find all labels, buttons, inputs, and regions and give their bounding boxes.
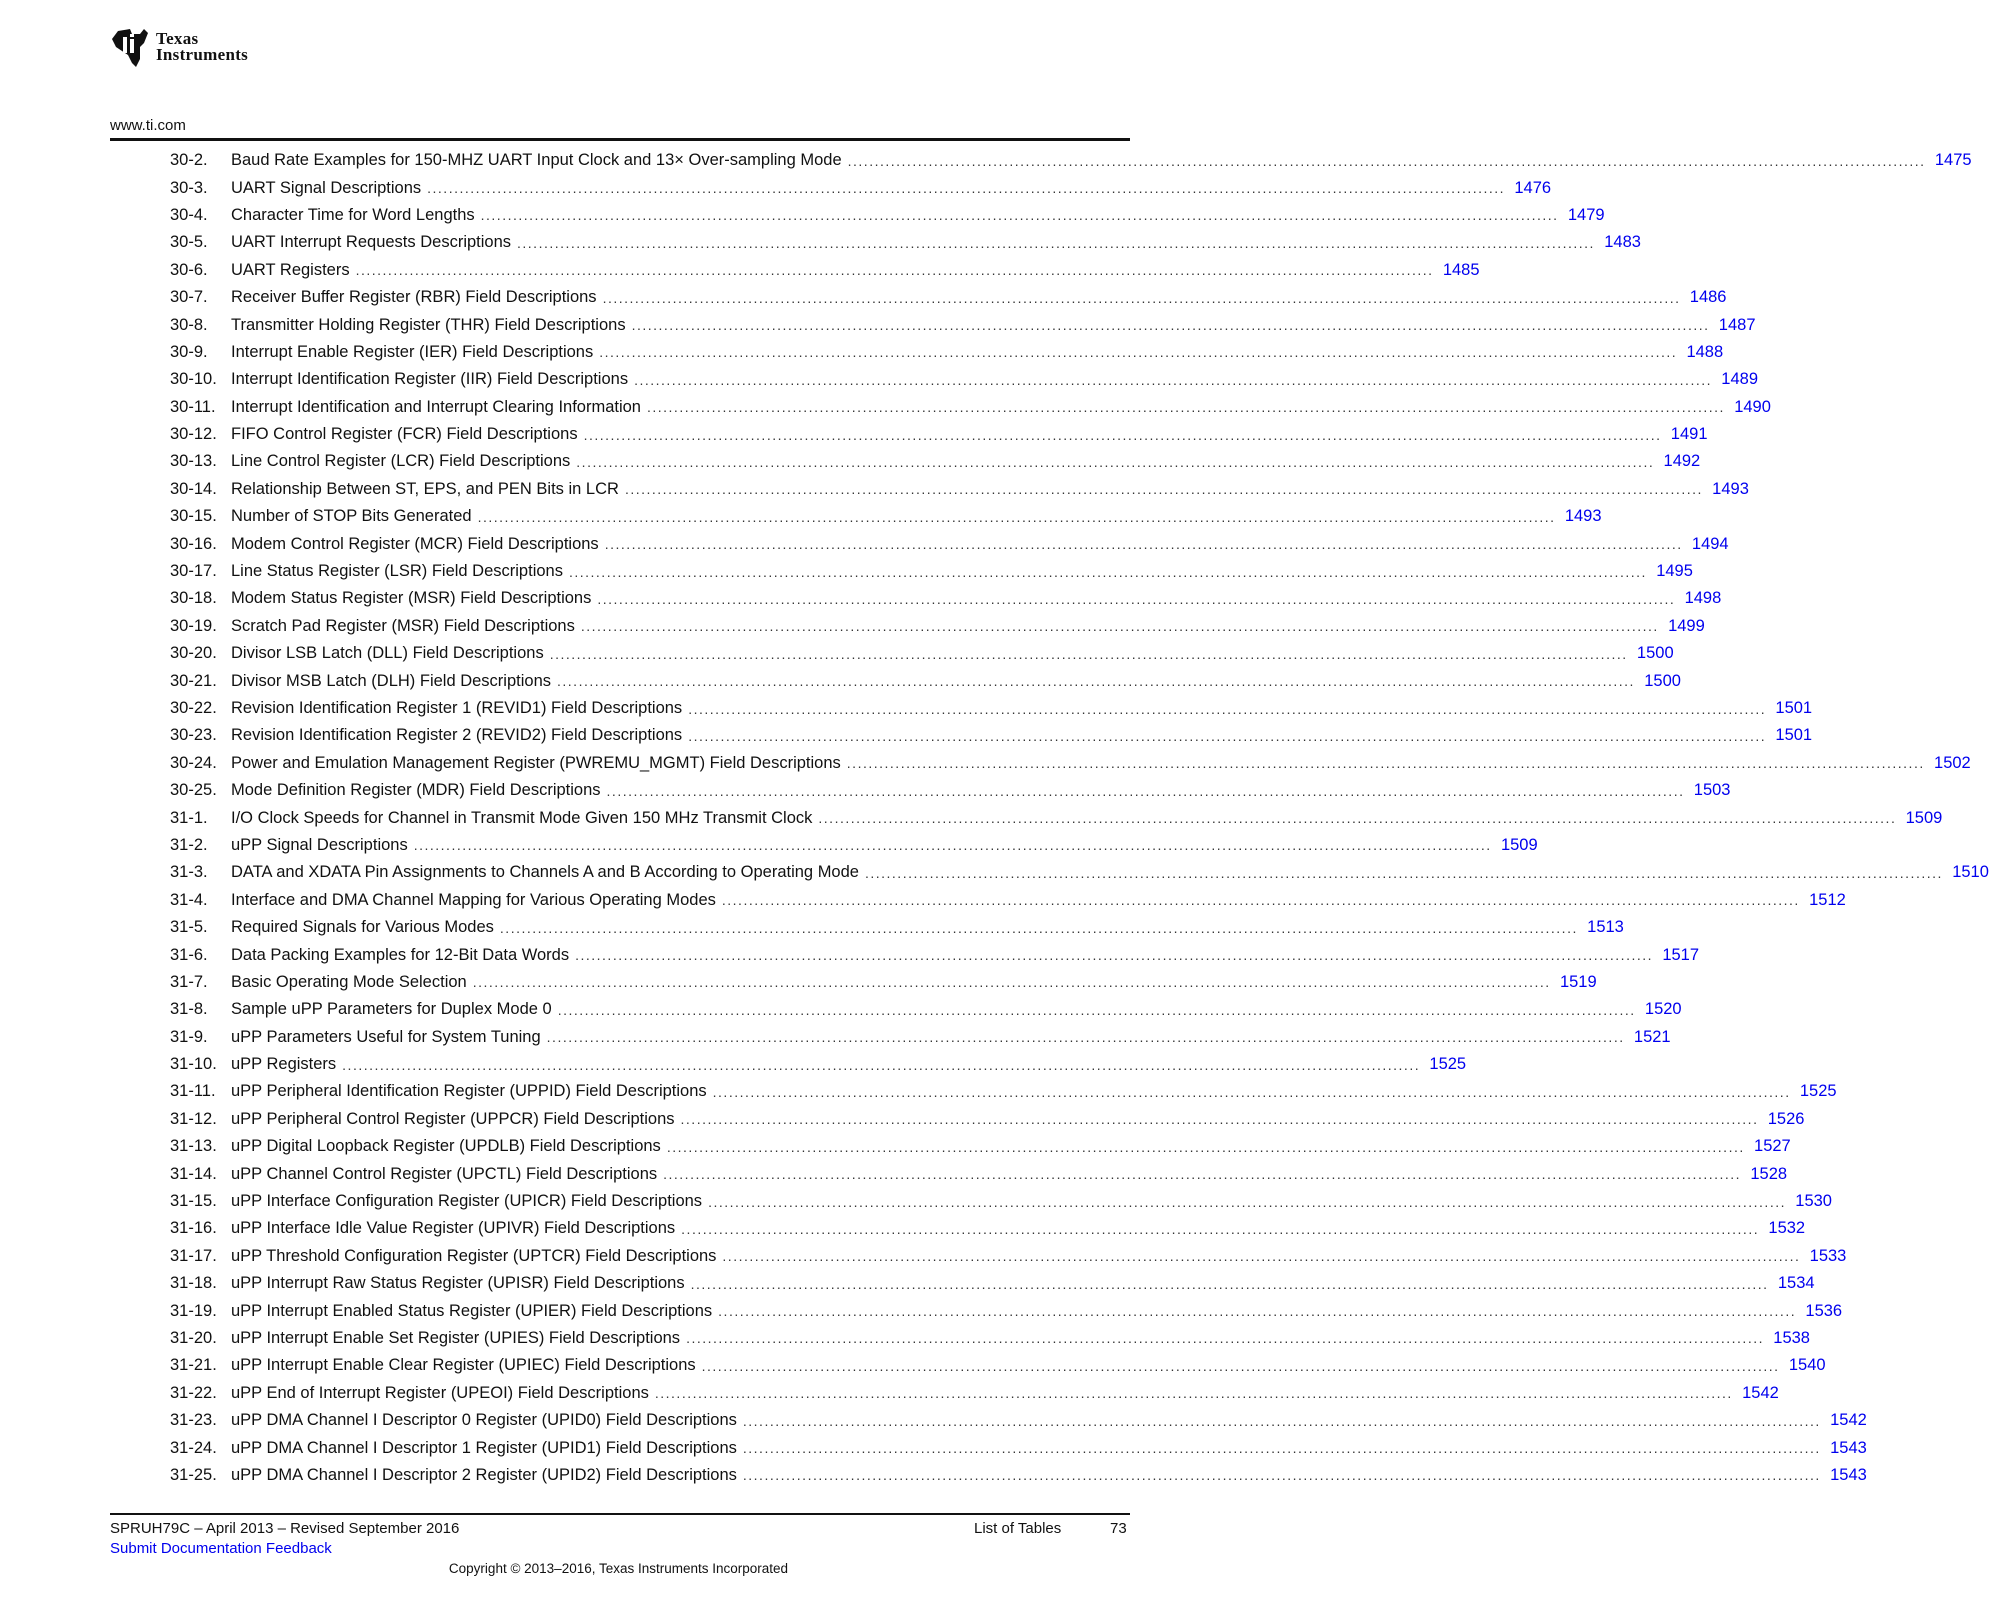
page-link[interactable]: 1489 (1721, 370, 1759, 389)
table-number: 31-20. (170, 1328, 217, 1347)
toc-entry[interactable] (170, 640, 1674, 667)
dot-leader (576, 454, 1654, 470)
table-number: 30-6. (170, 260, 208, 279)
dot-leader (713, 1084, 1791, 1100)
page-link[interactable]: 1485 (1442, 260, 1480, 279)
table-number: 31-3. (170, 863, 208, 882)
dot-leader (557, 673, 1635, 689)
table-title: Number of STOP Bits Generated (231, 507, 472, 526)
page-link[interactable]: 1538 (1773, 1328, 1810, 1347)
table-number: 31-18. (170, 1274, 217, 1293)
table-title: Interrupt Identification and Interrupt Clearing Information (231, 397, 641, 416)
dot-leader (584, 427, 1662, 443)
dot-leader (478, 509, 1556, 525)
toc-entry[interactable] (170, 585, 1722, 612)
dot-leader (634, 372, 1712, 388)
toc-entry[interactable] (170, 1188, 1832, 1215)
table-number: 30-20. (170, 644, 217, 663)
dot-leader (603, 290, 1681, 306)
table-title: Modem Status Register (MSR) Field Descriptions (231, 589, 592, 608)
dot-leader (414, 837, 1492, 853)
table-number: 30-12. (170, 425, 217, 444)
dot-leader (848, 153, 1926, 169)
table-number: 30-8. (170, 315, 208, 334)
toc-entry[interactable] (170, 339, 1724, 366)
dot-leader (743, 1413, 1821, 1429)
table-title: UART Signal Descriptions (231, 178, 422, 197)
table-number: 31-8. (170, 1000, 208, 1019)
dot-leader (597, 591, 1675, 607)
toc-entry[interactable] (170, 476, 1749, 503)
table-title: UART Registers (231, 260, 350, 279)
dot-leader (607, 783, 1685, 799)
table-title: uPP Peripheral Control Register (UPPCR) Field Descriptions (231, 1109, 675, 1128)
page-link[interactable]: 1490 (1734, 397, 1771, 416)
website-link[interactable]: www.ti.com (110, 117, 186, 134)
table-title: uPP Interrupt Enable Clear Register (UPIEC) Field Descriptions (231, 1356, 696, 1375)
toc-entry[interactable] (170, 558, 1693, 585)
toc-entry[interactable] (170, 311, 1756, 338)
dot-leader (818, 810, 1896, 826)
page-link[interactable]: 1525 (1429, 1055, 1467, 1074)
table-number: 30-22. (170, 699, 217, 717)
table-title: Sample uPP Parameters for Duplex Mode 0 (231, 1000, 552, 1019)
dot-leader (500, 920, 1578, 936)
copyright: Copyright © 2013–2016, Texas Instruments Incorporated (448, 1561, 789, 1576)
toc-entry[interactable] (170, 996, 1682, 1023)
toc-entry[interactable] (170, 366, 1759, 393)
toc-entry[interactable] (170, 229, 1641, 256)
table-number: 30-13. (170, 452, 217, 471)
table-title: Divisor MSB Latch (DLH) Field Descriptions (231, 671, 552, 690)
table-number: 31-15. (170, 1192, 217, 1211)
dot-leader (667, 1139, 1745, 1155)
table-number: 30-5. (170, 233, 208, 252)
page-link[interactable]: 1521 (1633, 1027, 1671, 1046)
table-number: 30-2. (170, 151, 208, 170)
table-number: 30-24. (170, 753, 217, 772)
page-link[interactable]: 1525 (1799, 1082, 1837, 1101)
toc-entry[interactable] (170, 1462, 1867, 1489)
dot-leader (547, 1029, 1625, 1045)
page-link[interactable]: 1536 (1805, 1301, 1843, 1320)
table-number: 30-9. (170, 342, 208, 361)
dot-leader (663, 1166, 1741, 1182)
dot-leader (847, 755, 1925, 771)
table-title: Power and Emulation Management Register (PWREMU_MGMT) Field Descriptions (231, 753, 841, 772)
table-number: 30-16. (170, 534, 217, 553)
page-link[interactable]: 1475 (1934, 151, 1972, 170)
page-link[interactable]: 1509 (1905, 808, 1943, 827)
toc-entry[interactable] (170, 1133, 1791, 1160)
table-number: 30-19. (170, 616, 217, 635)
table-title: Interface and DMA Channel Mapping for Various Operating Modes (231, 890, 716, 909)
toc-entry[interactable] (170, 1215, 1806, 1242)
table-number: 31-21. (170, 1356, 217, 1375)
dot-leader (647, 399, 1725, 415)
toc-entry[interactable] (170, 1106, 1805, 1133)
page-link[interactable]: 1542 (1742, 1383, 1779, 1402)
page-link[interactable]: 1520 (1644, 1000, 1682, 1019)
dot-leader (427, 180, 1505, 196)
dot-leader (708, 1194, 1786, 1210)
toc-entry[interactable] (170, 941, 1700, 968)
table-title: uPP Interface Configuration Register (UPICR) Field Descriptions (231, 1192, 703, 1211)
page-link[interactable]: 1532 (1768, 1219, 1806, 1238)
table-title: I/O Clock Speeds for Channel in Transmit Mode Given 150 MHz Transmit Clock (231, 808, 813, 827)
page-link[interactable]: 1543 (1830, 1438, 1867, 1457)
dot-leader (691, 1276, 1769, 1292)
page-link[interactable]: 1487 (1718, 315, 1756, 334)
table-title: uPP Digital Loopback Register (UPDLB) Field Descriptions (231, 1137, 661, 1156)
page-link[interactable]: 1530 (1795, 1192, 1832, 1211)
toc-entry[interactable] (170, 394, 1771, 421)
table-number: 30-23. (170, 726, 217, 745)
page-link[interactable]: 1502 (1934, 753, 1971, 772)
toc-entry[interactable] (170, 1051, 1467, 1078)
page-link[interactable]: 1509 (1500, 835, 1538, 854)
page-link[interactable]: 1494 (1691, 534, 1729, 553)
page-link[interactable]: 1533 (1809, 1246, 1847, 1265)
table-number: 30-4. (170, 205, 208, 224)
dot-leader (550, 646, 1628, 662)
table-title: Divisor LSB Latch (DLL) Field Descriptions (231, 644, 544, 663)
page-link[interactable]: 1513 (1587, 918, 1624, 937)
dot-leader (686, 1330, 1764, 1346)
toc-entry[interactable] (170, 448, 1701, 475)
toc-entry[interactable] (170, 1380, 1779, 1407)
page-link[interactable]: 1519 (1559, 972, 1597, 991)
table-number: 31-5. (170, 918, 208, 937)
table-title: uPP Interrupt Enabled Status Register (UPIER) Field Descriptions (231, 1301, 713, 1320)
page-link[interactable]: 1493 (1564, 507, 1602, 526)
table-title: Mode Definition Register (MDR) Field Descriptions (231, 781, 601, 800)
page-link[interactable]: 1476 (1514, 178, 1552, 197)
table-number: 31-9. (170, 1027, 208, 1046)
table-number: 30-21. (170, 671, 217, 690)
table-title: Required Signals for Various Modes (231, 918, 494, 937)
table-number: 31-25. (170, 1465, 217, 1484)
table-title: uPP Parameters Useful for System Tuning (231, 1027, 541, 1046)
table-number: 31-10. (170, 1055, 217, 1074)
table-number: 31-12. (170, 1109, 217, 1128)
toc-entry[interactable] (170, 530, 1729, 557)
dot-leader (517, 235, 1595, 251)
table-number: 31-11. (170, 1082, 216, 1101)
table-title: uPP Channel Control Register (UPCTL) Field Descriptions (231, 1164, 658, 1183)
toc-entry[interactable] (170, 1024, 1671, 1051)
dot-leader (688, 701, 1766, 717)
table-number: 31-23. (170, 1411, 217, 1430)
dot-leader (599, 344, 1677, 360)
table-title: Receiver Buffer Register (RBR) Field Descriptions (231, 288, 597, 307)
page-link[interactable]: 1501 (1775, 699, 1813, 717)
table-title: uPP Interrupt Raw Status Register (UPISR) Field Descriptions (231, 1274, 685, 1293)
ti-wordmark (156, 31, 248, 63)
toc-entry[interactable] (170, 722, 1813, 749)
toc-entry[interactable] (170, 750, 1971, 777)
table-number: 31-16. (170, 1219, 217, 1238)
toc-entry[interactable] (170, 1243, 1847, 1270)
table-title: Line Status Register (LSR) Field Descriptions (231, 562, 563, 581)
table-number: 30-14. (170, 479, 217, 498)
table-title: uPP DMA Channel I Descriptor 0 Register (UPID0) Field Descriptions (231, 1411, 737, 1430)
toc-entry[interactable] (170, 174, 1552, 201)
table-title: uPP DMA Channel I Descriptor 2 Register (UPID2) Field Descriptions (231, 1465, 737, 1484)
dot-leader (356, 262, 1434, 278)
dot-leader (575, 947, 1653, 963)
toc-entry[interactable] (170, 914, 1624, 941)
page-link[interactable]: 1540 (1788, 1356, 1826, 1375)
logo-line-1: Texas (156, 29, 199, 48)
header-rule (110, 138, 1130, 141)
toc-entry[interactable] (170, 613, 1705, 640)
table-number: 31-14. (170, 1164, 217, 1183)
table-number: 31-1. (170, 808, 208, 827)
table-title: Interrupt Enable Register (IER) Field Descriptions (231, 342, 594, 361)
toc-entry[interactable] (170, 421, 1708, 448)
dot-leader (722, 892, 1800, 908)
page-link[interactable]: 1492 (1663, 452, 1701, 471)
toc-entry[interactable] (170, 1270, 1815, 1297)
table-title: Revision Identification Register 1 (REVID1) Field Descriptions (231, 699, 683, 717)
feedback-link[interactable]: Submit Documentation Feedback (110, 1540, 332, 1557)
table-number: 31-6. (170, 945, 208, 964)
page-link[interactable]: 1493 (1712, 479, 1749, 498)
toc-entry[interactable] (170, 257, 1480, 284)
toc-entry[interactable] (170, 1407, 1867, 1434)
table-title: uPP DMA Channel I Descriptor 1 Register (UPID1) Field Descriptions (231, 1438, 737, 1457)
dot-leader (718, 1303, 1796, 1319)
table-title: FIFO Control Register (FCR) Field Descriptions (231, 425, 578, 444)
table-number: 31-7. (170, 972, 208, 991)
page-link[interactable]: 1526 (1767, 1109, 1805, 1128)
toc-entry[interactable] (170, 1352, 1826, 1379)
table-title: Interrupt Identification Register (IIR) Field Descriptions (231, 370, 629, 389)
table-number: 31-19. (170, 1301, 217, 1320)
dot-leader (681, 1111, 1759, 1127)
page-link[interactable]: 1491 (1670, 425, 1708, 444)
dot-leader (681, 1221, 1759, 1237)
toc-entry[interactable] (170, 1078, 1837, 1105)
dot-leader (655, 1385, 1733, 1401)
page-link[interactable]: 1534 (1777, 1274, 1815, 1293)
table-title: uPP Peripheral Identification Register (UPPID) Field Descriptions (231, 1082, 707, 1101)
list-of-tables (170, 147, 1989, 1489)
logo-line-2: Instruments (156, 45, 249, 64)
page-number: 73 (1110, 1520, 1127, 1537)
dot-leader (569, 564, 1647, 580)
table-title: uPP Signal Descriptions (231, 835, 408, 854)
dot-leader (688, 728, 1766, 744)
dot-leader (558, 1002, 1636, 1018)
toc-entry[interactable] (170, 777, 1731, 804)
table-title: Revision Identification Register 2 (REVID2) Field Descriptions (231, 726, 683, 745)
table-title: Relationship Between ST, EPS, and PEN Bits in LCR (231, 479, 619, 498)
table-title: Data Packing Examples for 12-Bit Data Words (231, 945, 570, 964)
toc-entry[interactable] (170, 284, 1727, 311)
page-link[interactable]: 1486 (1689, 288, 1727, 307)
page-link[interactable]: 1479 (1567, 205, 1605, 224)
page-link[interactable]: 1512 (1809, 890, 1846, 909)
dot-leader (865, 865, 1943, 881)
toc-entry[interactable] (170, 1297, 1843, 1324)
dot-leader (632, 317, 1710, 333)
page-link[interactable]: 1510 (1952, 863, 1989, 882)
table-number: 30-17. (170, 562, 217, 581)
toc-entry[interactable] (170, 1325, 1810, 1352)
page-link[interactable]: 1528 (1750, 1164, 1788, 1183)
table-number: 31-24. (170, 1438, 217, 1457)
page-link[interactable]: 1542 (1830, 1411, 1867, 1430)
dot-leader (473, 974, 1551, 990)
toc-entry[interactable] (170, 859, 1989, 886)
page-link[interactable]: 1500 (1636, 644, 1674, 663)
page-link[interactable]: 1500 (1644, 671, 1681, 690)
table-title: Baud Rate Examples for 150-MHZ UART Input Clock and 13× Over-sampling Mode (231, 151, 842, 170)
dot-leader (481, 207, 1559, 223)
toc-entry[interactable] (170, 1434, 1867, 1461)
dot-leader (581, 618, 1659, 634)
dot-leader (605, 536, 1683, 552)
toc-entry[interactable] (170, 202, 1605, 229)
toc-entry[interactable] (170, 667, 1681, 694)
page-link[interactable]: 1527 (1754, 1137, 1791, 1156)
table-title: uPP Interrupt Enable Set Register (UPIES) Field Descriptions (231, 1328, 681, 1347)
page-link[interactable]: 1483 (1604, 233, 1641, 252)
table-title: Modem Control Register (MCR) Field Descriptions (231, 534, 599, 553)
toc-entry[interactable] (170, 147, 1972, 174)
table-number: 31-13. (170, 1137, 217, 1156)
dot-leader (722, 1248, 1800, 1264)
table-number: 30-11. (170, 397, 216, 416)
page-link[interactable]: 1499 (1668, 616, 1705, 635)
page-link[interactable]: 1495 (1656, 562, 1693, 581)
page-link[interactable]: 1503 (1693, 781, 1731, 800)
table-title: Transmitter Holding Register (THR) Field Descriptions (231, 315, 626, 334)
toc-entry[interactable] (170, 503, 1602, 530)
table-title: Scratch Pad Register (MSR) Field Descriptions (231, 616, 575, 635)
toc-entry[interactable] (170, 887, 1846, 914)
table-number: 30-18. (170, 589, 217, 608)
table-title: Character Time for Word Lengths (231, 205, 475, 224)
table-number: 31-17. (170, 1246, 217, 1265)
dot-leader (743, 1440, 1821, 1456)
footer-rule (110, 1513, 1130, 1515)
table-title: uPP Interface Idle Value Register (UPIVR) Field Descriptions (231, 1219, 676, 1238)
dot-leader (342, 1057, 1420, 1073)
ti-logo-icon (110, 25, 150, 69)
toc-entry[interactable] (170, 1160, 1788, 1187)
dot-leader (702, 1358, 1780, 1374)
table-number: 31-22. (170, 1383, 217, 1402)
toc-entry[interactable] (170, 832, 1538, 859)
table-title: uPP End of Interrupt Register (UPEOI) Field Descriptions (231, 1383, 649, 1402)
table-number: 31-2. (170, 835, 208, 854)
page-link[interactable]: 1501 (1775, 726, 1813, 745)
table-title: uPP Threshold Configuration Register (UPTCR) Field Descriptions (231, 1246, 717, 1265)
dot-leader (743, 1467, 1821, 1483)
page-link[interactable]: 1498 (1684, 589, 1722, 608)
toc-entry[interactable] (170, 969, 1597, 996)
ti-logo (110, 24, 248, 70)
page-link[interactable]: 1543 (1830, 1465, 1867, 1484)
table-number: 31-4. (170, 890, 208, 909)
table-title: Basic Operating Mode Selection (231, 972, 467, 991)
table-number: 30-7. (170, 288, 208, 307)
table-title: DATA and XDATA Pin Assignments to Channels A and B According to Operating Mode (231, 863, 859, 882)
dot-leader (625, 481, 1703, 497)
table-number: 30-3. (170, 178, 208, 197)
document-id: SPRUH79C – April 2013 – Revised September 2016 (110, 1520, 460, 1537)
table-number: 30-15. (170, 507, 217, 526)
page-link[interactable]: 1488 (1686, 342, 1724, 361)
toc-entry[interactable] (170, 804, 1943, 831)
table-title: Line Control Register (LCR) Field Descriptions (231, 452, 571, 471)
page-link[interactable]: 1517 (1662, 945, 1700, 964)
table-number: 30-25. (170, 781, 217, 800)
table-title: uPP Registers (231, 1055, 337, 1074)
table-title: UART Interrupt Requests Descriptions (231, 233, 512, 252)
table-number: 30-10. (170, 370, 217, 389)
section-name: List of Tables (974, 1520, 1062, 1537)
toc-entry[interactable] (170, 695, 1813, 722)
